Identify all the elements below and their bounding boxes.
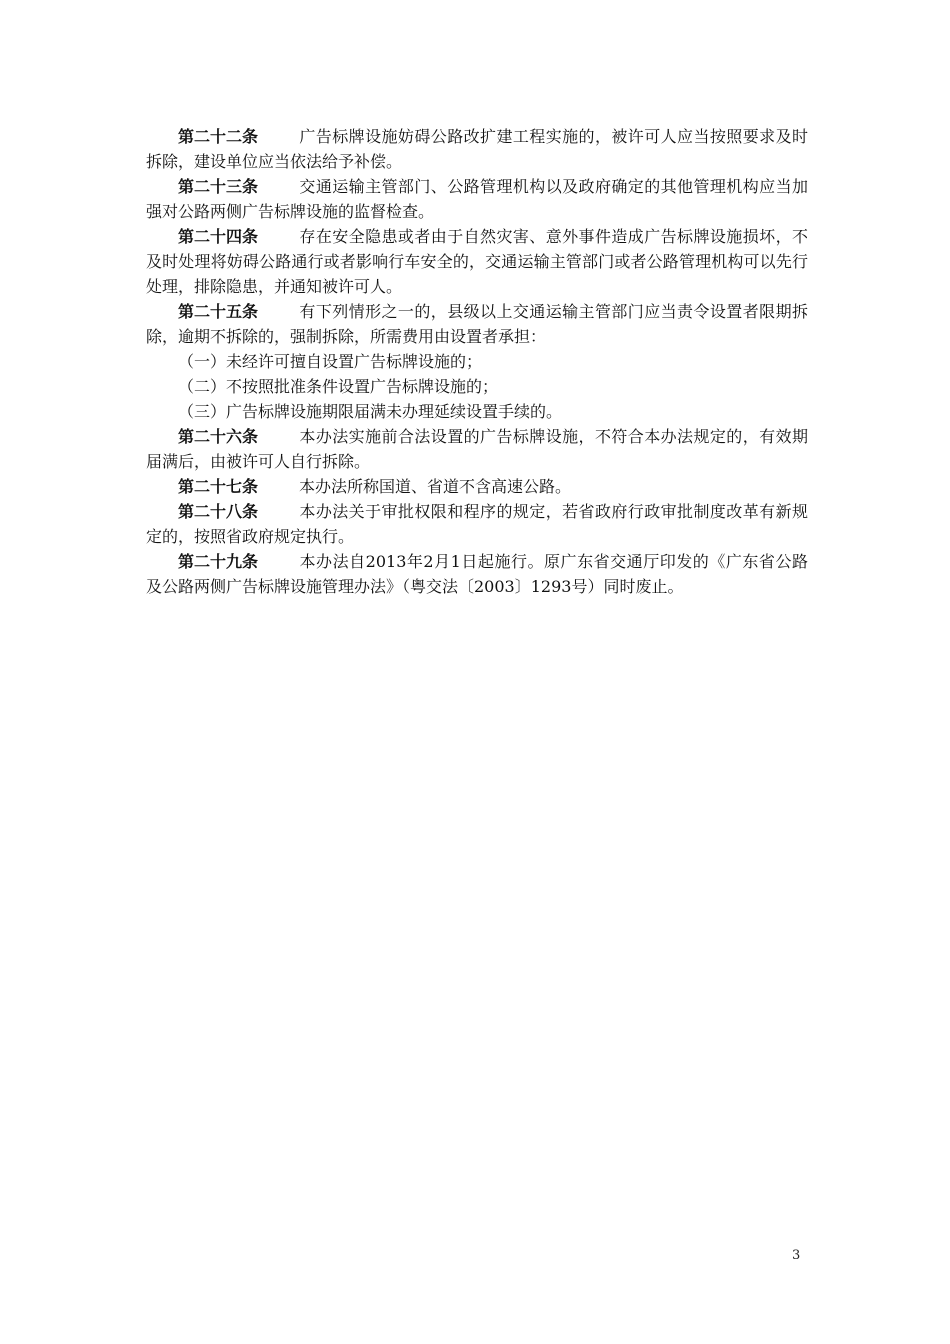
article-28 [146,499,808,549]
list-item: （三）广告标牌设施期限届满未办理延续设置手续的。 [178,402,563,421]
article-label: 第二十八条 [178,502,259,521]
list-item: （二）不按照批准条件设置广告标牌设施的； [178,377,499,396]
page-number: 3 [792,1248,801,1263]
article-label: 第二十四条 [178,227,259,246]
article-label: 第二十二条 [178,127,259,146]
article-text: 本办法实施前合法设置的广告标牌设施，不符合本办法规定的，有效期届满后，由被许可人自行拆除。 [146,427,808,471]
article-26 [146,424,808,474]
article-text: 本办法关于审批权限和程序的规定，若省政府行政审批制度改革有新规定的，按照省政府规定执行。 [146,502,808,546]
article-text: 交通运输主管部门、公路管理机构以及政府确定的其他管理机构应当加强对公路两侧广告标牌设施的监督检查。 [146,177,808,221]
article-23 [146,174,808,224]
article-label: 第二十七条 [178,477,259,496]
article-22 [146,124,808,174]
article-text: 广告标牌设施妨碍公路改扩建工程实施的，被许可人应当按照要求及时拆除，建设单位应当依法给予补偿。 [146,127,808,171]
document-body [146,124,808,599]
article-24 [146,224,808,299]
article-text: 本办法自2013年2月1日起施行。原广东省交通厅印发的《广东省公路及公路两侧广告标牌设施管理办法》（粤交法〔2003〕1293号）同时废止。 [146,552,808,596]
article-label: 第二十五条 [178,302,259,321]
article-text: 存在安全隐患或者由于自然灾害、意外事件造成广告标牌设施损坏，不及时处理将妨碍公路通行或者影响行车安全的，交通运输主管部门或者公路管理机构可以先行处理，排除隐患，并通知被许可人。 [146,227,808,296]
list-item: （一）未经许可擅自设置广告标牌设施的； [178,352,483,371]
article-29 [146,549,808,599]
article-label: 第二十九条 [178,552,259,571]
article-text: 本办法所称国道、省道不含高速公路。 [299,477,572,496]
article-label: 第二十六条 [178,427,259,446]
article-25 [146,299,808,349]
article-label: 第二十三条 [178,177,259,196]
article-27 [146,474,808,499]
article-text: 有下列情形之一的，县级以上交通运输主管部门应当责令设置者限期拆除，逾期不拆除的，强制拆除，所需费用由设置者承担： [146,302,808,346]
